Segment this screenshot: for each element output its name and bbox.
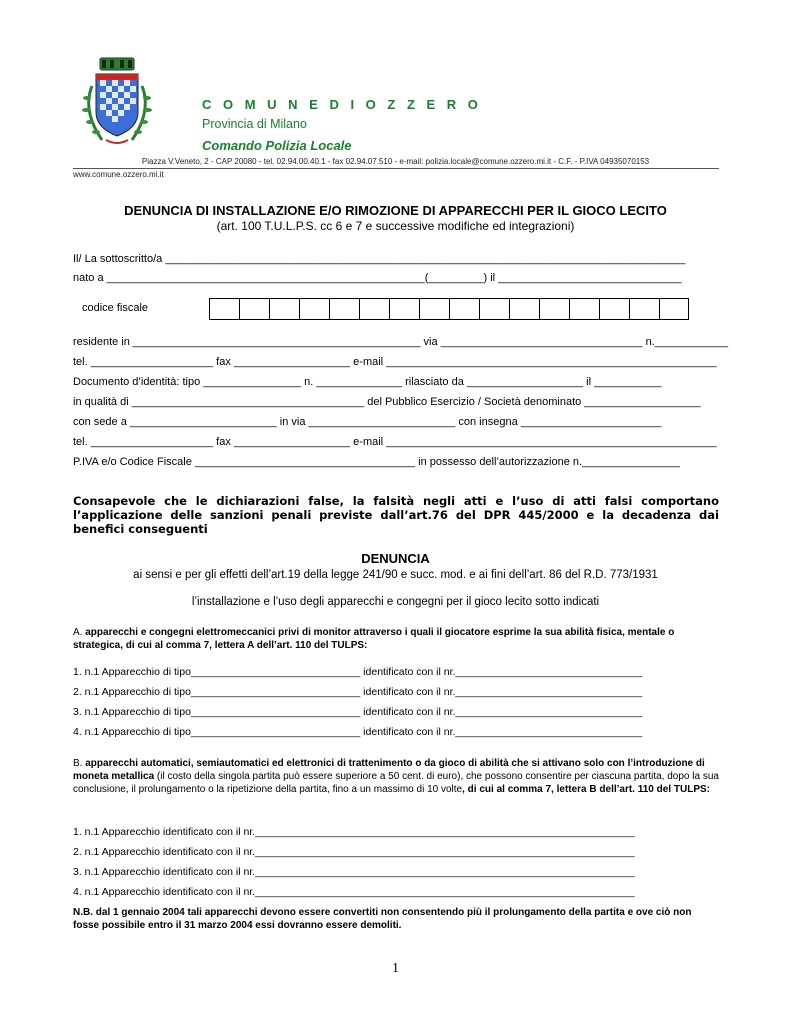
denuncia-legal-basis: ai sensi e per gli effetti dell’art.19 della legge 241/90 e succ. mod. e ai fini dell’art. 86 del R.D. 773/1931 [133, 569, 658, 581]
field-contatti-persona[interactable]: tel. ____________________ fax ___________________ e-mail ______________________________________________________ [73, 356, 717, 368]
field-documento[interactable]: Documento d’identità: tipo ________________ n. ______________ rilasciato da ___________________ il ___________ [73, 376, 662, 388]
section-b-bold2: , di cui al comma 7, lettera B dell’art. 110 del TULPS: [462, 784, 710, 795]
field-piva[interactable]: P.IVA e/o Codice Fiscale ____________________________________ in possesso dell’autorizzazione n.________________ [73, 456, 680, 468]
comando-name: Comando Polizia Locale [202, 138, 352, 153]
section-b-item[interactable]: 1. n.1 Apparecchio identificato con il nr._________________________________________________________________ [73, 826, 635, 838]
section-b-item[interactable]: 2. n.1 Apparecchio identificato con il nr._________________________________________________________________ [73, 846, 635, 858]
section-b-description [73, 757, 719, 796]
section-a-item[interactable]: 4. n.1 Apparecchio di tipo_____________________________ identificato con il nr.________________________________ [73, 726, 643, 738]
section-b-item[interactable]: 3. n.1 Apparecchio identificato con il nr._________________________________________________________________ [73, 866, 635, 878]
warning-declaration: Consapevole che le dichiarazioni false, la falsità negli atti e l’uso di atti falsi comportano l’applicazione delle sanzioni penali previste dall’art.76 del DPR 445/2000 e la decadenza dai benefici conseguenti [73, 494, 719, 536]
denuncia-heading: DENUNCIA [361, 551, 430, 566]
cf-cell[interactable] [539, 298, 569, 320]
section-a-prefix: A. [73, 627, 86, 638]
section-a-description [73, 626, 719, 652]
section-a-text: apparecchi e congegni elettromeccanici privi di monitor attraverso i quali il giocatore esprime la sua abilità fisica, mentale o strategica, di cui al comma 7, lettera A dell’art. 110 del TULPS: [73, 627, 675, 651]
section-b-normal1: (il costo della singola partita può essere superiore a 50 cent. di euro), [154, 771, 466, 782]
section-a-item[interactable]: 1. n.1 Apparecchio di tipo_____________________________ identificato con il nr.________________________________ [73, 666, 643, 678]
nota-bene: N.B. dal 1 gennaio 2004 tali apparecchi devono essere convertiti non consentendo più il prolungamento della partita e ove ciò non fosse possibile entro il 31 marzo 2004 essi dovranno essere demoliti. [73, 907, 692, 931]
provincia-name: Provincia di Milano [202, 117, 307, 131]
field-contatti-esercizio[interactable]: tel. ____________________ fax ___________________ e-mail ______________________________________________________ [73, 436, 717, 448]
cf-cell[interactable] [509, 298, 539, 320]
section-b-bold1: apparecchi automatici, semiautomatici ed elettronici di trattenimento o da gioco di abilità che si attivano solo con l’introduzione di moneta metallica [73, 758, 705, 782]
cf-cell[interactable] [449, 298, 479, 320]
cf-cell[interactable] [419, 298, 449, 320]
cf-cell[interactable] [659, 298, 689, 320]
codice-fiscale-boxes[interactable] [209, 298, 689, 320]
cf-cell[interactable] [359, 298, 389, 320]
section-b-prefix: B. [73, 758, 86, 769]
section-a-item[interactable]: 3. n.1 Apparecchio di tipo_____________________________ identificato con il nr.________________________________ [73, 706, 643, 718]
document-title: DENUNCIA DI INSTALLAZIONE E/O RIMOZIONE DI APPARECCHI PER IL GIOCO LECITO [124, 203, 667, 218]
page-number: 1 [392, 961, 399, 976]
cf-cell[interactable] [479, 298, 509, 320]
cf-cell[interactable] [329, 298, 359, 320]
section-b-normal2: che possono consentire per ciascuna partita, dopo la sua conclusione, il prolungamento o la ripetizione della partita, fino a un massimo di 10 volte [73, 771, 719, 795]
cf-cell[interactable] [569, 298, 599, 320]
header-address: Piazza V.Veneto, 2 - CAP 20080 - tel. 02.94.00.40.1 - fax 02.94.07.510 - e-mail: polizia.locale@comune.ozzero.mi.it - C.F. - P.IVA 04935070153 [141, 157, 650, 166]
cf-cell[interactable] [239, 298, 269, 320]
comune-crest-logo [78, 56, 156, 148]
cf-cell[interactable] [209, 298, 239, 320]
cf-cell[interactable] [599, 298, 629, 320]
section-b-item[interactable]: 4. n.1 Apparecchio identificato con il nr._________________________________________________________________ [73, 886, 635, 898]
section-a-item[interactable]: 2. n.1 Apparecchio di tipo_____________________________ identificato con il nr.________________________________ [73, 686, 643, 698]
document-subtitle: (art. 100 T.U.L.P.S. cc 6 e 7 e successive modifiche ed integrazioni) [216, 219, 575, 233]
codice-fiscale-label: codice fiscale [82, 302, 149, 314]
field-qualita[interactable]: in qualità di ______________________________________ del Pubblico Esercizio / Società denominato ___________________ [73, 396, 701, 408]
header-divider [73, 168, 719, 169]
cf-cell[interactable] [629, 298, 659, 320]
cf-cell[interactable] [299, 298, 329, 320]
field-residente[interactable]: residente in _______________________________________________ via _________________________________ n.____________ [73, 336, 729, 348]
header-website: www.comune.ozzero.mi.it [73, 170, 164, 179]
field-sottoscritto[interactable]: Il/ La sottoscritto/a _____________________________________________________________________________________ [73, 253, 686, 265]
denuncia-object: l’installazione e l’uso degli apparecchi e congegni per il gioco lecito sotto indicati [191, 596, 600, 608]
field-nato-a[interactable]: nato a ____________________________________________________(_________) il ______________________________ [73, 272, 682, 284]
comune-name: C O M U N E D I O Z Z E R O [202, 97, 482, 112]
cf-cell[interactable] [269, 298, 299, 320]
cf-cell[interactable] [389, 298, 419, 320]
field-sede[interactable]: con sede a ________________________ in via ________________________ con insegna _______________________ [73, 416, 662, 428]
